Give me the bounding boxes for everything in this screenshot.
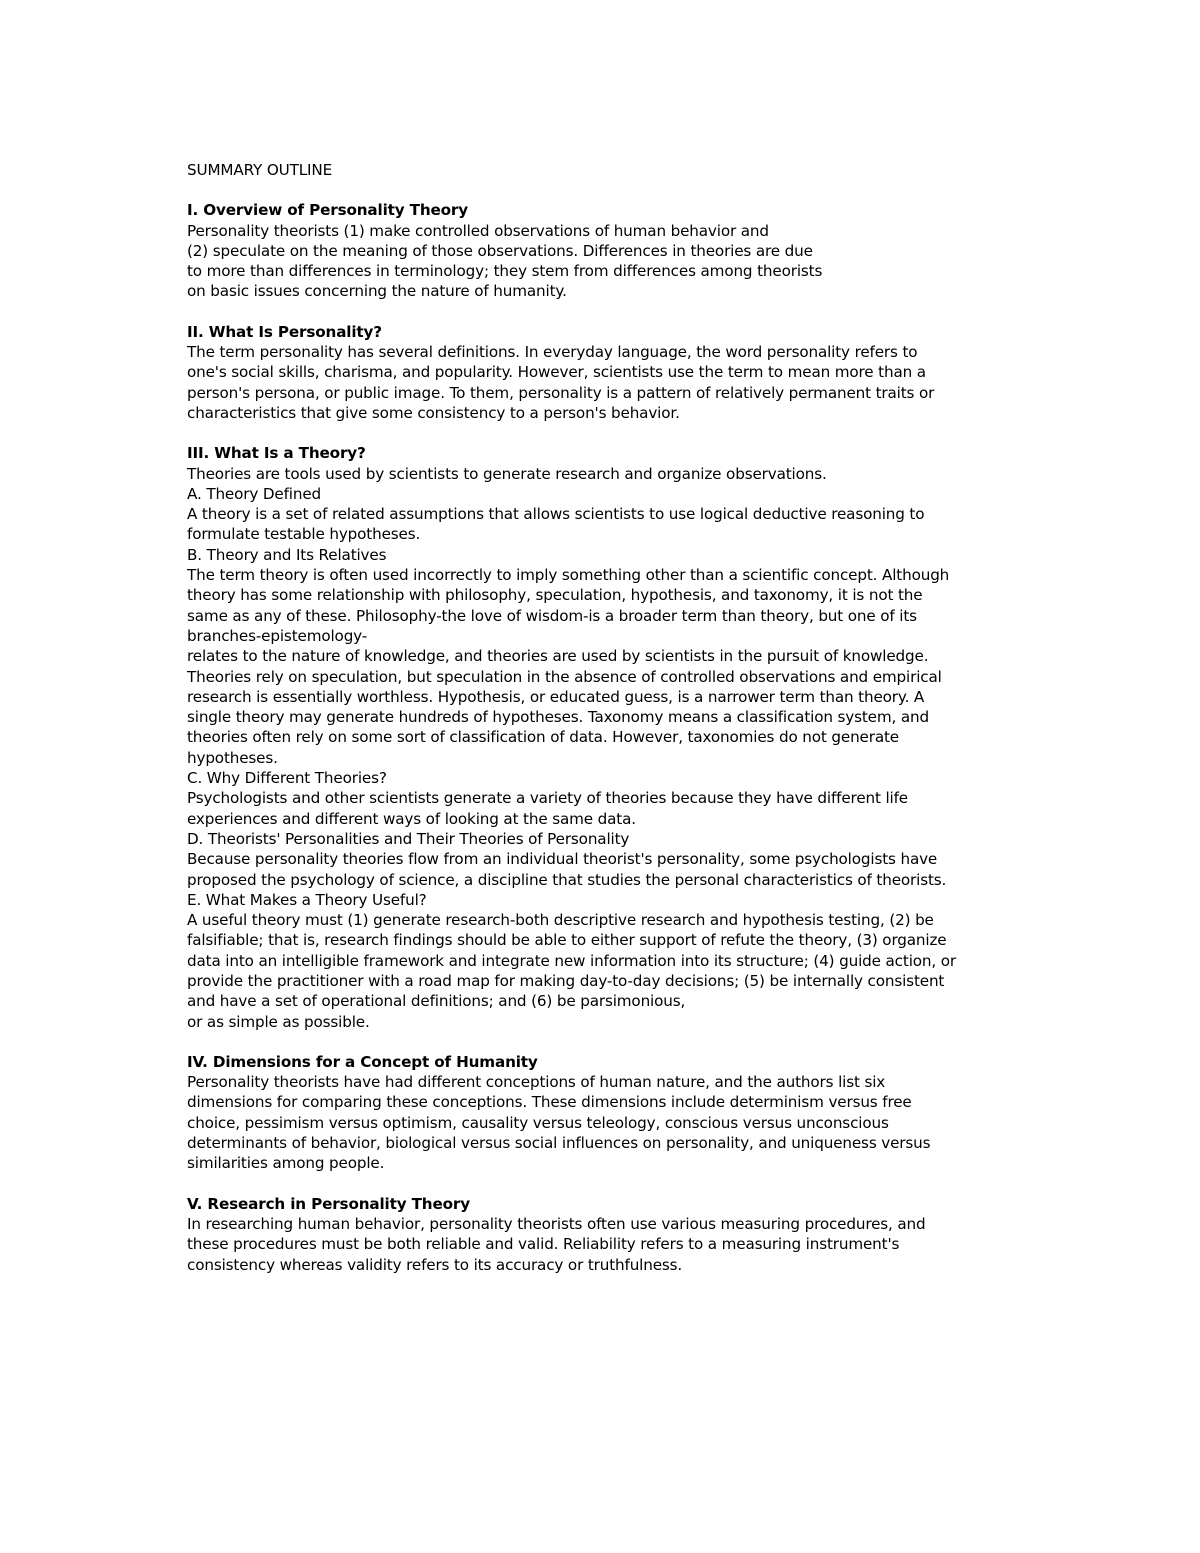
section-heading: V. Research in Personality Theory xyxy=(187,1194,470,1213)
paragraph-line: theories often rely on some sort of classification of data. However, taxonomies do not generate xyxy=(187,728,899,747)
paragraph-line: provide the practitioner with a road map for making day-to-day decisions; (5) be internally consistent xyxy=(187,971,945,990)
paragraph-line: Psychologists and other scientists generate a variety of theories because they have different life xyxy=(187,789,909,808)
paragraph-line: Because personality theories flow from an individual theorist's personality, some psychologists have xyxy=(187,850,938,869)
section-what-is-a-theory xyxy=(187,443,1087,1032)
paragraph-line: consistency whereas validity refers to its accuracy or truthfulness. xyxy=(187,1255,683,1274)
paragraph-line: formulate testable hypotheses. xyxy=(187,525,421,544)
section-overview xyxy=(187,200,1087,301)
document-page xyxy=(187,160,1087,1295)
paragraph-line: and have a set of operational definitions; and (6) be parsimonious, xyxy=(187,992,686,1011)
section-what-is-personality xyxy=(187,322,1087,423)
paragraph-line: on basic issues concerning the nature of humanity. xyxy=(187,282,567,301)
paragraph-line: determinants of behavior, biological versus social influences on personality, and uniqueness versus xyxy=(187,1134,931,1153)
paragraph-line: same as any of these. Philosophy-the love of wisdom-is a broader term than theory, but one of its xyxy=(187,606,917,625)
paragraph-line: dimensions for comparing these conceptions. These dimensions include determinism versus free xyxy=(187,1093,912,1112)
paragraph-line: characteristics that give some consistency to a person's behavior. xyxy=(187,403,680,422)
section-dimensions-humanity xyxy=(187,1052,1087,1174)
paragraph-line: experiences and different ways of looking at the same data. xyxy=(187,809,636,828)
paragraph-line: In researching human behavior, personality theorists often use various measuring procedures, and xyxy=(187,1214,926,1233)
subsection-heading: E. What Makes a Theory Useful? xyxy=(187,890,427,909)
paragraph-line: data into an intelligible framework and integrate new information into its structure; (4) guide action, or xyxy=(187,951,956,970)
section-heading: III. What Is a Theory? xyxy=(187,444,366,463)
paragraph-line: choice, pessimism versus optimism, causality versus teleology, conscious versus unconscious xyxy=(187,1113,889,1132)
paragraph-line: branches-epistemology- xyxy=(187,626,368,645)
paragraph-line: single theory may generate hundreds of hypotheses. Taxonomy means a classification system, and xyxy=(187,708,929,727)
subsection-heading: D. Theorists' Personalities and Their Theories of Personality xyxy=(187,829,630,848)
paragraph-line: The term theory is often used incorrectly to imply something other than a scientific concept. Although xyxy=(187,566,950,585)
subsection-heading: A. Theory Defined xyxy=(187,484,322,503)
paragraph-line: one's social skills, charisma, and popularity. However, scientists use the term to mean more than a xyxy=(187,363,926,382)
section-heading: II. What Is Personality? xyxy=(187,322,382,341)
paragraph-line: or as simple as possible. xyxy=(187,1012,370,1031)
paragraph-line: Theories are tools used by scientists to generate research and organize observations. xyxy=(187,464,827,483)
section-heading: I. Overview of Personality Theory xyxy=(187,201,469,220)
paragraph-line: proposed the psychology of science, a discipline that studies the personal characteristics of theorists. xyxy=(187,870,947,889)
paragraph-line: research is essentially worthless. Hypothesis, or educated guess, is a narrower term than theory. A xyxy=(187,687,925,706)
paragraph-line: these procedures must be both reliable and valid. Reliability refers to a measuring instrument's xyxy=(187,1235,900,1254)
subsection-heading: C. Why Different Theories? xyxy=(187,769,387,788)
section-research xyxy=(187,1194,1087,1275)
paragraph-line: A theory is a set of related assumptions that allows scientists to use logical deductive reasoning to xyxy=(187,505,925,524)
subsection-heading: B. Theory and Its Relatives xyxy=(187,545,387,564)
paragraph-line: Personality theorists have had different conceptions of human nature, and the authors list six xyxy=(187,1073,886,1092)
paragraph-line: relates to the nature of knowledge, and theories are used by scientists in the pursuit of knowledge. xyxy=(187,647,929,666)
paragraph-line: Personality theorists (1) make controlled observations of human behavior and xyxy=(187,221,769,240)
paragraph-line: Theories rely on speculation, but speculation in the absence of controlled observations and empirical xyxy=(187,667,942,686)
paragraph-line: The term personality has several definitions. In everyday language, the word personality refers to xyxy=(187,343,918,362)
paragraph-line: A useful theory must (1) generate research-both descriptive research and hypothesis testing, (2) be xyxy=(187,911,934,930)
paragraph-line: falsifiable; that is, research findings should be able to either support of refute the theory, (3) organize xyxy=(187,931,947,950)
paragraph-line: to more than differences in terminology; they stem from differences among theorists xyxy=(187,262,823,281)
paragraph-line: hypotheses. xyxy=(187,748,278,767)
paragraph-line: (2) speculate on the meaning of those observations. Differences in theories are due xyxy=(187,241,813,260)
section-heading: IV. Dimensions for a Concept of Humanity xyxy=(187,1052,538,1071)
paragraph-line: theory has some relationship with philosophy, speculation, hypothesis, and taxonomy, it is not the xyxy=(187,586,923,605)
document-title: SUMMARY OUTLINE xyxy=(187,161,333,179)
paragraph-line: similarities among people. xyxy=(187,1154,385,1173)
paragraph-line: person's persona, or public image. To them, personality is a pattern of relatively permanent traits or xyxy=(187,383,935,402)
